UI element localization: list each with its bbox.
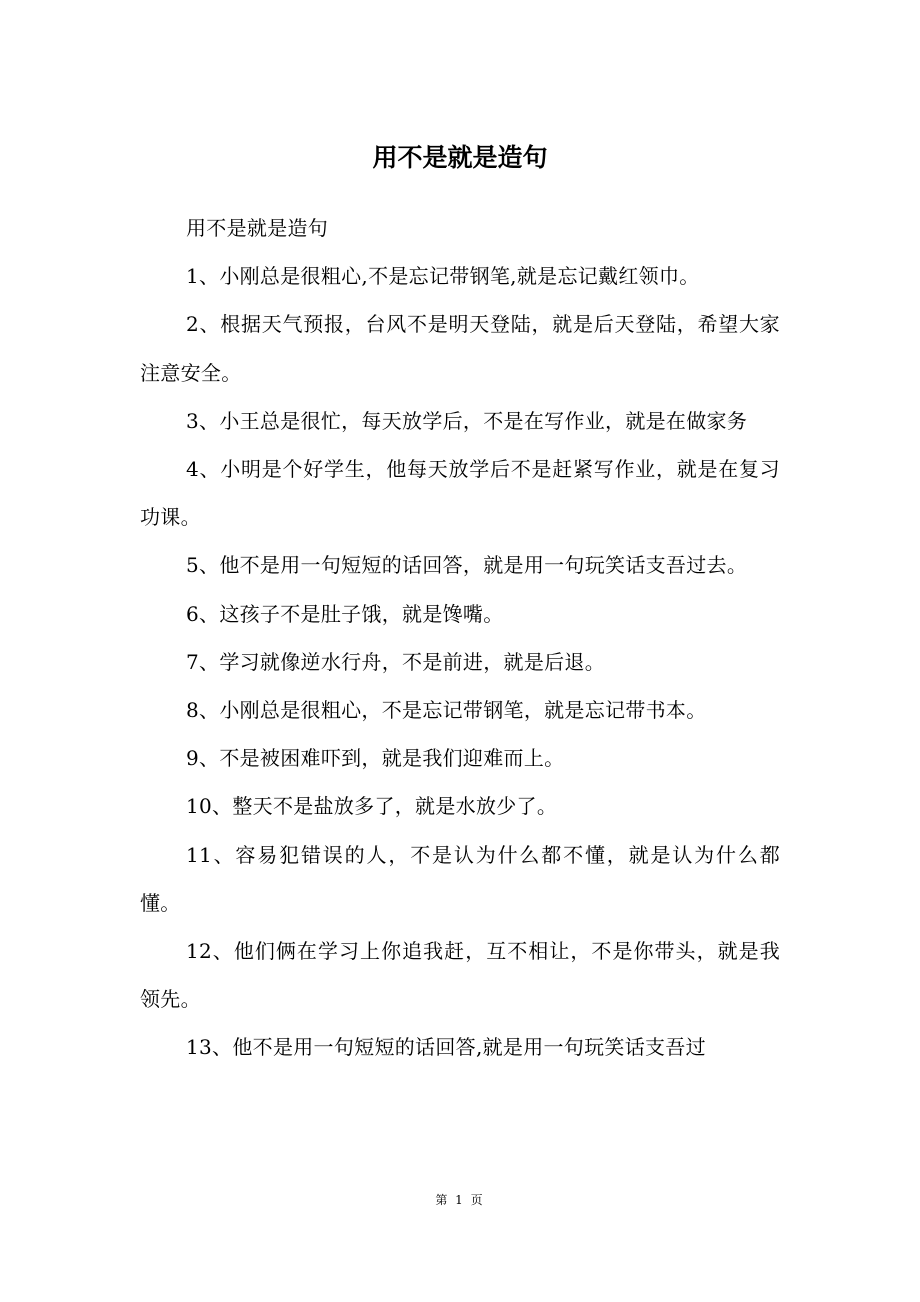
paragraph-3: 3、小王总是很忙，每天放学后，不是在写作业，就是在做家务 [186,408,748,433]
paragraph-12: 12、他们俩在学习上你追我赶，互不相让，不是你带头，就是我领先。 [140,939,780,1012]
paragraph-10: 10、整天不是盐放多了，就是水放少了。 [186,794,558,819]
paragraph-intro: 用不是就是造句 [186,216,329,240]
paragraph-9: 9、不是被困难吓到，就是我们迎难而上。 [186,746,565,771]
paragraph-4: 4、小明是个好学生，他每天放学后不是赶紧写作业，就是在复习功课。 [140,457,780,530]
paragraph-13: 13、他不是用一句短短的话回答,就是用一句玩笑话支吾过 [186,1035,706,1060]
paragraph-11: 11、容易犯错误的人，不是认为什么都不懂，就是认为什么都懂。 [140,842,780,915]
paragraph-8: 8、小刚总是很粗心，不是忘记带钢笔，就是忘记带书本。 [186,698,707,723]
paragraph-2: 2、根据天气预报，台风不是明天登陆，就是后天登陆，希望大家注意安全。 [140,312,780,385]
paragraph-6: 6、这孩子不是肚子饿，就是馋嘴。 [186,601,504,626]
paragraph-1: 1、小刚总是很粗心,不是忘记带钢笔,就是忘记戴红领巾。 [186,264,700,289]
paragraph-7: 7、学习就像逆水行舟，不是前进，就是后退。 [186,649,606,674]
document-title: 用不是就是造句 [372,143,548,172]
document-body [140,204,780,1072]
page-number-footer: 第 1 页 [435,1193,485,1207]
paragraph-5: 5、他不是用一句短短的话回答，就是用一句玩笑话支吾过去。 [186,553,748,578]
